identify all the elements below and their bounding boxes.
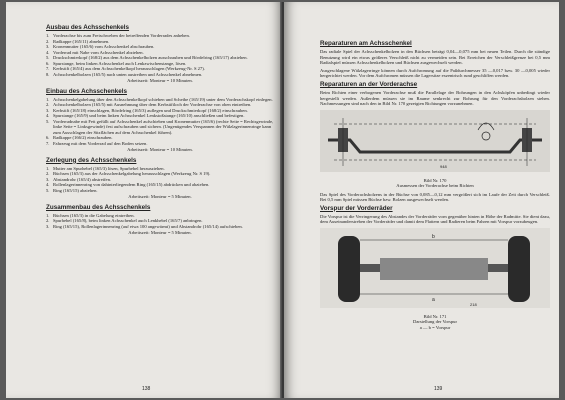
step-number: 8. — [46, 71, 50, 77]
front-axle-drawing — [320, 110, 550, 172]
section — [46, 88, 274, 153]
step-text: Ring (165/15) abziehen. — [53, 187, 98, 193]
section — [46, 204, 274, 236]
right-page — [284, 2, 559, 398]
dimension-b-label: b — [432, 233, 435, 240]
section-title: Einbau des Achsschenkels — [46, 87, 127, 95]
toe-in-drawing — [320, 228, 550, 308]
figure-171-caption-formula: a — b = Vorspur — [419, 324, 451, 330]
step-number: 1. — [46, 96, 50, 102]
step-text: Rollenlagerinnenring von dahinterliegendem Ring (165/15) abdrücken und abziehen. — [53, 182, 210, 188]
figure-170 — [320, 110, 550, 177]
section-title-repairs-steering-knuckle: Reparaturen am Achsschenkel — [320, 40, 412, 47]
work-time: Arbeitszeit: Monteur = 10 Minuten. — [127, 78, 193, 83]
step-item — [46, 119, 274, 136]
step-text: Radkappe (166/2) einschrauben. — [53, 135, 113, 141]
step-text: Achsschenkelbolzen (165/5) nach unten austreiben und Achsschenkel abnehmen. — [53, 71, 203, 77]
step-number: 3. — [46, 107, 50, 113]
section — [46, 157, 274, 200]
figure-171 — [320, 228, 550, 313]
step-number: 6. — [46, 135, 50, 141]
step-list — [46, 213, 274, 230]
step-number: 1. — [46, 212, 50, 218]
step-text: Achsschenkelbolzen (165/5) mit Ausnehmung über dem Kerbstiftloch der Vorderachse von oben eintreiben. — [53, 102, 252, 108]
book-spread — [6, 2, 559, 398]
step-number: 3. — [46, 176, 50, 182]
step-text: Druckschmierkopf (168/2) aus dem Achsschenkelbolzen ausschrauben und Bördelring (165/17) abziehen. — [53, 55, 248, 60]
step-text: Kerbstift (165/18) einschlagen, Bördelring (165/3) auflegen und Druckschmierkopf (168/2) einschrauben. — [53, 107, 248, 113]
step-text: Büchsen (165/3) in die Gabelung eintreiben. — [53, 212, 135, 218]
figure-171-label: Bild Nr. 171 — [423, 313, 447, 319]
left-page-content — [46, 22, 274, 240]
step-text: Abstandrohr (165/4) abstreifen. — [53, 176, 112, 182]
left-page — [6, 2, 282, 398]
step-number: 3. — [46, 44, 50, 49]
page-number-right: 139 — [434, 386, 443, 392]
paragraph: Die Vorspur ist die Verringerung des Abstandes der Vorderräder vorn gegenüber hinten in Höhe der Radmitte. Sie dient dazu, dem Auseinanderstreben der Vorderräder und damit dem Flattern und Radieren beim Fahren mit Vorspur vorzubeugen. — [320, 213, 550, 225]
paragraph: Das Spiel des Vorderachsbolzens in der Büchse von 0,085—0,12 mm vergrößert sich im Laufe der Zeit durch Verschleiß. Bei 0,5 mm Spiel müssen Büchse bzw. Bolzen ausgewechselt werden. — [320, 191, 550, 203]
step-number: 2. — [46, 218, 50, 224]
step-text: Kerbstift (165/4) aus dem Achsschenkelkopf herausschlagen (Werkzeug-Nr. S 27). — [53, 66, 205, 71]
section-title: Zerlegung des Achsschenkels — [46, 156, 137, 164]
step-list — [46, 166, 274, 194]
step-text: Büchsen (165/3) aus der Achsschenkelgabelung herausschlagen (Werkzeug Nr. S 19). — [53, 171, 211, 177]
step-number: 6. — [46, 60, 50, 66]
work-time: Arbeitszeit: Monteur = 5 Minuten. — [128, 194, 192, 200]
step-text: Spurstange, beim linken Achsschenkel auch Lenkzwischenstange, lösen. — [53, 60, 187, 66]
step-number: 1. — [46, 165, 50, 171]
step-number: 5. — [46, 118, 50, 124]
step-text: Vorderradnabe mit Fett gefüllt auf Achsschenkel aufschieben und Kronenmutter (165/6) (rechte Seite = Rechtsgewinde, linke Seite = Linksgewinde) fest aufschrauben und sichern. (Ungenügendes Verspannen der Wälzlagerinnenringe kann zum Ausschlagen der Sitzflächen auf dem Achsschenkel führen). — [53, 118, 274, 135]
paragraph: Beim Richten einer verbogenen Vorderachse muß die Parallelage der Bohrungen in den Achsköpfen unbedingt wieder hergestellt werden. Außerdem müssen sie im Raume senkrecht zur Bohrung für den Vorderachsbolzen stehen. Nachmessungen sind nach den in Bild Nr. 170 gezeigten Richtungen vorzunehmen. — [320, 89, 550, 107]
section-title: Ausbau des Achsschenkels — [46, 24, 130, 31]
step-list — [46, 97, 274, 147]
work-time: Arbeitszeit: Monteur = 10 Minuten. — [127, 147, 193, 153]
step-number: 4. — [46, 182, 50, 188]
step-number: 1. — [46, 33, 50, 38]
figure-number: 218 — [470, 301, 477, 307]
work-time: Arbeitszeit: Monteur = 5 Minuten. — [128, 230, 192, 236]
step-text: Vorderachse bis zum Freischweben der betreffenden Vorderrades anheben. — [53, 33, 190, 38]
step-number: 2. — [46, 102, 50, 108]
step-item — [46, 141, 274, 147]
step-text: Mutter am Spurhebel (165/3) lösen, Spurhebel herausziehen. — [53, 165, 165, 171]
step-text: Ring (165/15), Rollenlagerinnenring (auf etwa 100 angewärmt) und Abstandrohr (165/14) aufschieben. — [53, 223, 243, 229]
step-number: 2. — [46, 171, 50, 177]
step-text: Kronenmutter (165/6) vom Achsschenkel abschrauben. — [53, 44, 155, 49]
step-item — [46, 188, 274, 194]
section-title-repairs-front-axle: Reparaturen an der Vorderachse — [320, 80, 418, 88]
figure-171-caption: Darstellung der Vorspur — [413, 319, 457, 325]
step-item — [46, 224, 274, 230]
step-number: 4. — [46, 49, 50, 55]
step-text: Fahrzeug mit dem Vorderrad auf den Boden setzen. — [53, 140, 148, 146]
step-number: 7. — [46, 140, 50, 146]
step-number: 3. — [46, 223, 50, 229]
page-number-left: 138 — [142, 386, 151, 392]
step-number: 5. — [46, 187, 50, 193]
right-page-content — [320, 38, 550, 330]
paragraph: Ausgeschlagene Wälzlagerringe können durch Aufchromung auf die Paßdurchmesser 35 —0,017 bzw. 30 —0,005 wieder hergerichtet werden. Vor dem Aufchromen müssen die Lagersitze exzentrisch rund geschliffen werden. — [320, 67, 550, 79]
figure-170-label: Bild Nr. 170 — [423, 177, 447, 183]
section — [46, 24, 274, 84]
step-text: Spurstange (165/9) und beim linken Achsschenkel Lenkstoßstange (165/10) anschließen und befestigen. — [53, 113, 245, 119]
step-text: Achsschenkelgabelung über den Achsschenkelkopf schieben und Scheibe (165/19) unter dem Vorderachskopf einlegen. — [53, 96, 273, 102]
step-number: 2. — [46, 38, 50, 44]
dimension-a-label: a — [432, 296, 435, 303]
section-title: Zusammenbau des Achsschenkels — [46, 203, 151, 211]
step-list — [46, 33, 274, 77]
figure-number: 948 — [440, 163, 447, 169]
paragraph: Das radiale Spiel der Achsschenkelbolzen in den Büchsen beträgt 0,04—0,075 mm bei neuen Teilen. Durch die ständige Benutzung wird ein etwas größeres Verschleiß nicht zu vermeiden sein. Bei Erreichen der Verschleißgrenze bei 0,5 mm Radialspiel müssen Achsschenkelbolzen und Büchsen ausgewechselt werden. — [320, 49, 550, 66]
step-text: Radkappe (165/11) abnehmen. — [53, 38, 110, 44]
step-number: 5. — [46, 55, 50, 60]
step-text: Vorderrad mit Nabe vom Achsschenkel abziehen. — [53, 49, 144, 55]
step-number: 4. — [46, 113, 50, 119]
figure-170-caption: Ausmessen der Vorderachse beim Richten — [396, 183, 474, 189]
step-text: Spurhebel (165/8), beim linken Achsschenkel auch Lenkhebel (165/7) anbringen. — [53, 218, 203, 224]
step-number: 7. — [46, 66, 50, 71]
step-item — [46, 72, 274, 78]
section-title-toe-in: Vorspur der Vorderräder — [320, 204, 393, 212]
